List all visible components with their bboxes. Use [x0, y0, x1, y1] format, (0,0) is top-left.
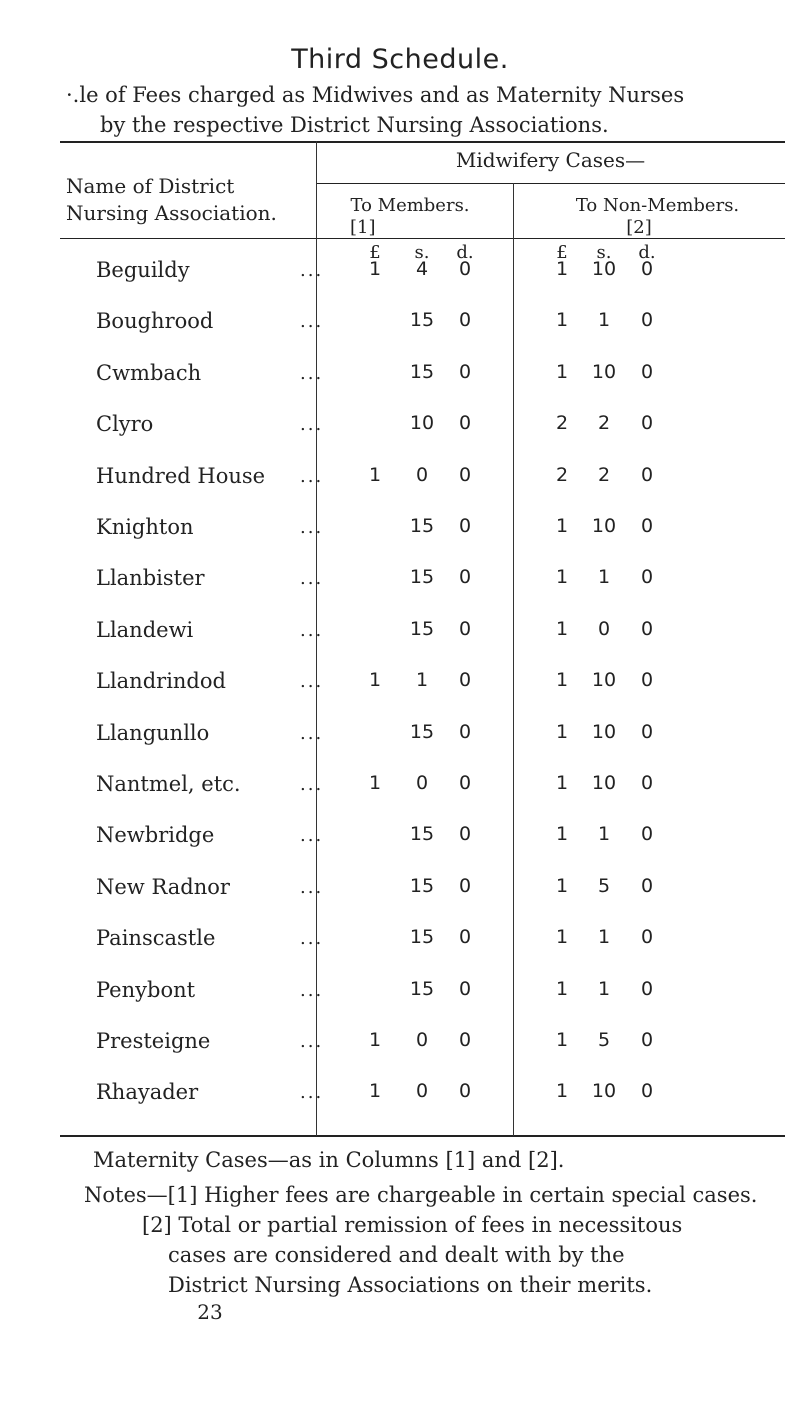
nonmembers-fee-shillings: 5: [597, 875, 611, 897]
nonmembers-fee-pence: 0: [640, 669, 654, 691]
nonmembers-fee-pence: 0: [640, 566, 654, 588]
members-fee-shillings: 10: [409, 412, 435, 434]
members-fee-pounds: 1: [368, 669, 382, 691]
nonmembers-fee-pence: 0: [640, 772, 654, 794]
nonmembers-fee-shillings: 2: [597, 464, 611, 486]
row-leader-dots: ...: [300, 568, 324, 589]
unit-s-members: s.: [414, 242, 430, 263]
nonmembers-fee-shillings: 10: [591, 258, 617, 280]
nonmembers-fee-pounds: 2: [555, 464, 569, 486]
nonmembers-fee-shillings: 10: [591, 721, 617, 743]
nonmembers-fee-shillings: 2: [597, 412, 611, 434]
table-bottom-rule: [60, 1135, 785, 1137]
nonmembers-fee-pence: 0: [640, 978, 654, 1000]
members-fee-pounds: 1: [368, 464, 382, 486]
unit-pound-members: £: [369, 242, 381, 263]
members-fee-pounds: 1: [368, 1029, 382, 1051]
members-fee-pence: 0: [458, 464, 472, 486]
members-fee-shillings: 0: [415, 1080, 429, 1102]
nonmembers-fee-pence: 0: [640, 361, 654, 383]
nonmembers-fee-pence: 0: [640, 258, 654, 280]
row-leader-dots: ...: [300, 723, 324, 744]
nonmembers-fee-pounds: 1: [555, 721, 569, 743]
unit-d-members: d.: [456, 242, 474, 263]
nonmembers-fee-pence: 0: [640, 875, 654, 897]
row-leader-dots: ...: [300, 877, 324, 898]
nonmembers-fee-pounds: 1: [555, 1080, 569, 1102]
header-bottom-rule: [60, 238, 785, 239]
nonmembers-fee-shillings: 1: [597, 823, 611, 845]
members-fee-pence: 0: [458, 926, 472, 948]
row-district-name: Llangunllo: [96, 721, 210, 745]
row-district-name: Beguildy: [96, 258, 190, 282]
nonmembers-fee-pounds: 1: [555, 361, 569, 383]
members-fee-pence: 0: [458, 1080, 472, 1102]
nonmembers-fee-shillings: 0: [597, 618, 611, 640]
members-fee-shillings: 15: [409, 721, 435, 743]
column-divider-right: [513, 183, 514, 1136]
members-fee-shillings: 1: [415, 669, 429, 691]
members-fee-pence: 0: [458, 721, 472, 743]
group-header-rule: [316, 183, 785, 184]
row-district-name: Newbridge: [96, 823, 215, 847]
nonmembers-fee-pounds: 1: [555, 772, 569, 794]
members-fee-pounds: 1: [368, 1080, 382, 1102]
nonmembers-fee-pence: 0: [640, 926, 654, 948]
members-fee-shillings: 15: [409, 875, 435, 897]
nonmembers-fee-pounds: 1: [555, 669, 569, 691]
members-fee-shillings: 15: [409, 515, 435, 537]
nonmembers-fee-shillings: 10: [591, 515, 617, 537]
members-fee-pence: 0: [458, 823, 472, 845]
nonmembers-fee-pence: 0: [640, 1080, 654, 1102]
members-fee-shillings: 0: [415, 1029, 429, 1051]
nonmembers-fee-pounds: 1: [555, 926, 569, 948]
row-leader-dots: ...: [300, 928, 324, 949]
column-header-members: To Members.: [350, 195, 470, 216]
row-district-name: Clyro: [96, 412, 154, 436]
page-number: 23: [197, 1300, 223, 1324]
table-top-rule: [60, 141, 785, 143]
row-leader-dots: ...: [300, 825, 324, 846]
row-leader-dots: ...: [300, 311, 324, 332]
members-fee-pence: 0: [458, 566, 472, 588]
members-fee-pence: 0: [458, 875, 472, 897]
nonmembers-fee-pence: 0: [640, 823, 654, 845]
members-fee-shillings: 15: [409, 309, 435, 331]
nonmembers-fee-pence: 0: [640, 721, 654, 743]
nonmembers-fee-pounds: 1: [555, 823, 569, 845]
members-fee-shillings: 15: [409, 361, 435, 383]
members-fee-pence: 0: [458, 618, 472, 640]
schedule-subtitle-line2: by the respective District Nursing Associations.: [100, 113, 609, 137]
page-title: Third Schedule.: [291, 44, 509, 75]
row-leader-dots: ...: [300, 620, 324, 641]
row-district-name: Llandrindod: [96, 669, 226, 693]
nonmembers-fee-pounds: 1: [555, 1029, 569, 1051]
nonmembers-fee-shillings: 1: [597, 566, 611, 588]
nonmembers-fee-shillings: 10: [591, 669, 617, 691]
row-district-name: Boughrood: [96, 309, 214, 333]
row-district-name: New Radnor: [96, 875, 230, 899]
nonmembers-fee-shillings: 1: [597, 978, 611, 1000]
nonmembers-fee-pence: 0: [640, 412, 654, 434]
row-leader-dots: ...: [300, 671, 324, 692]
unit-s-nonmembers: s.: [596, 242, 612, 263]
nonmembers-fee-pence: 0: [640, 464, 654, 486]
nonmembers-fee-shillings: 10: [591, 361, 617, 383]
notes: [84, 1180, 784, 1300]
nonmembers-fee-pence: 0: [640, 1029, 654, 1051]
members-fee-pence: 0: [458, 515, 472, 537]
nonmembers-fee-shillings: 1: [597, 309, 611, 331]
row-district-name: Llandewi: [96, 618, 194, 642]
column-header-members-note: [1]: [350, 217, 376, 238]
nonmembers-fee-pounds: 1: [555, 978, 569, 1000]
members-fee-pence: 0: [458, 309, 472, 331]
row-district-name: Presteigne: [96, 1029, 211, 1053]
members-fee-pence: 0: [458, 412, 472, 434]
nonmembers-fee-pounds: 1: [555, 258, 569, 280]
schedule-subtitle-line1: ·.le of Fees charged as Midwives and as Maternity Nurses: [66, 83, 685, 107]
row-leader-dots: ...: [300, 517, 324, 538]
members-fee-shillings: 4: [415, 258, 429, 280]
members-fee-shillings: 0: [415, 464, 429, 486]
note-1: Notes—[1] Higher fees are chargeable in certain special cases.: [84, 1183, 758, 1207]
nonmembers-fee-shillings: 10: [591, 772, 617, 794]
members-fee-shillings: 0: [415, 772, 429, 794]
nonmembers-fee-shillings: 10: [591, 1080, 617, 1102]
column-header-nonmembers: To Non-Members.: [575, 195, 740, 216]
nonmembers-fee-pounds: 2: [555, 412, 569, 434]
members-fee-pence: 0: [458, 1029, 472, 1051]
group-header: Midwifery Cases—: [455, 148, 646, 172]
row-leader-dots: ...: [300, 260, 324, 281]
nonmembers-fee-shillings: 5: [597, 1029, 611, 1051]
nonmembers-fee-pounds: 1: [555, 515, 569, 537]
members-fee-shillings: 15: [409, 978, 435, 1000]
row-district-name: Cwmbach: [96, 361, 202, 385]
members-fee-pence: 0: [458, 361, 472, 383]
column-header-name: Name of District Nursing Association.: [66, 174, 277, 225]
nonmembers-fee-pence: 0: [640, 618, 654, 640]
unit-d-nonmembers: d.: [638, 242, 656, 263]
members-fee-pounds: 1: [368, 258, 382, 280]
members-fee-shillings: 15: [409, 566, 435, 588]
members-fee-pence: 0: [458, 669, 472, 691]
row-district-name: Nantmel, etc.: [96, 772, 241, 796]
row-leader-dots: ...: [300, 1031, 324, 1052]
members-fee-shillings: 15: [409, 823, 435, 845]
row-district-name: Knighton: [96, 515, 194, 539]
row-leader-dots: ...: [300, 466, 324, 487]
nonmembers-fee-pounds: 1: [555, 566, 569, 588]
nonmembers-fee-pence: 0: [640, 309, 654, 331]
members-fee-pounds: 1: [368, 772, 382, 794]
nonmembers-fee-shillings: 1: [597, 926, 611, 948]
members-fee-pence: 0: [458, 978, 472, 1000]
note-2-continued-2: District Nursing Associations on their merits.: [168, 1273, 653, 1297]
members-fee-pence: 0: [458, 258, 472, 280]
nonmembers-fee-pounds: 1: [555, 618, 569, 640]
row-leader-dots: ...: [300, 980, 324, 1001]
members-fee-shillings: 15: [409, 618, 435, 640]
note-2: [2] Total or partial remission of fees in necessitous: [142, 1213, 683, 1237]
row-district-name: Painscastle: [96, 926, 216, 950]
nonmembers-fee-pounds: 1: [555, 309, 569, 331]
row-district-name: Penybont: [96, 978, 196, 1002]
nonmembers-fee-pounds: 1: [555, 875, 569, 897]
row-district-name: Hundred House: [96, 464, 266, 488]
row-leader-dots: ...: [300, 363, 324, 384]
note-2-continued: cases are considered and dealt with by the: [168, 1243, 625, 1267]
maternity-note: Maternity Cases—as in Columns [1] and [2].: [93, 1148, 565, 1172]
row-leader-dots: ...: [300, 1082, 324, 1103]
row-district-name: Llanbister: [96, 566, 205, 590]
nonmembers-fee-pence: 0: [640, 515, 654, 537]
row-district-name: Rhayader: [96, 1080, 199, 1104]
row-leader-dots: ...: [300, 774, 324, 795]
column-header-nonmembers-note: [2]: [626, 217, 652, 238]
row-leader-dots: ...: [300, 414, 324, 435]
unit-pound-nonmembers: £: [556, 242, 568, 263]
members-fee-pence: 0: [458, 772, 472, 794]
members-fee-shillings: 15: [409, 926, 435, 948]
